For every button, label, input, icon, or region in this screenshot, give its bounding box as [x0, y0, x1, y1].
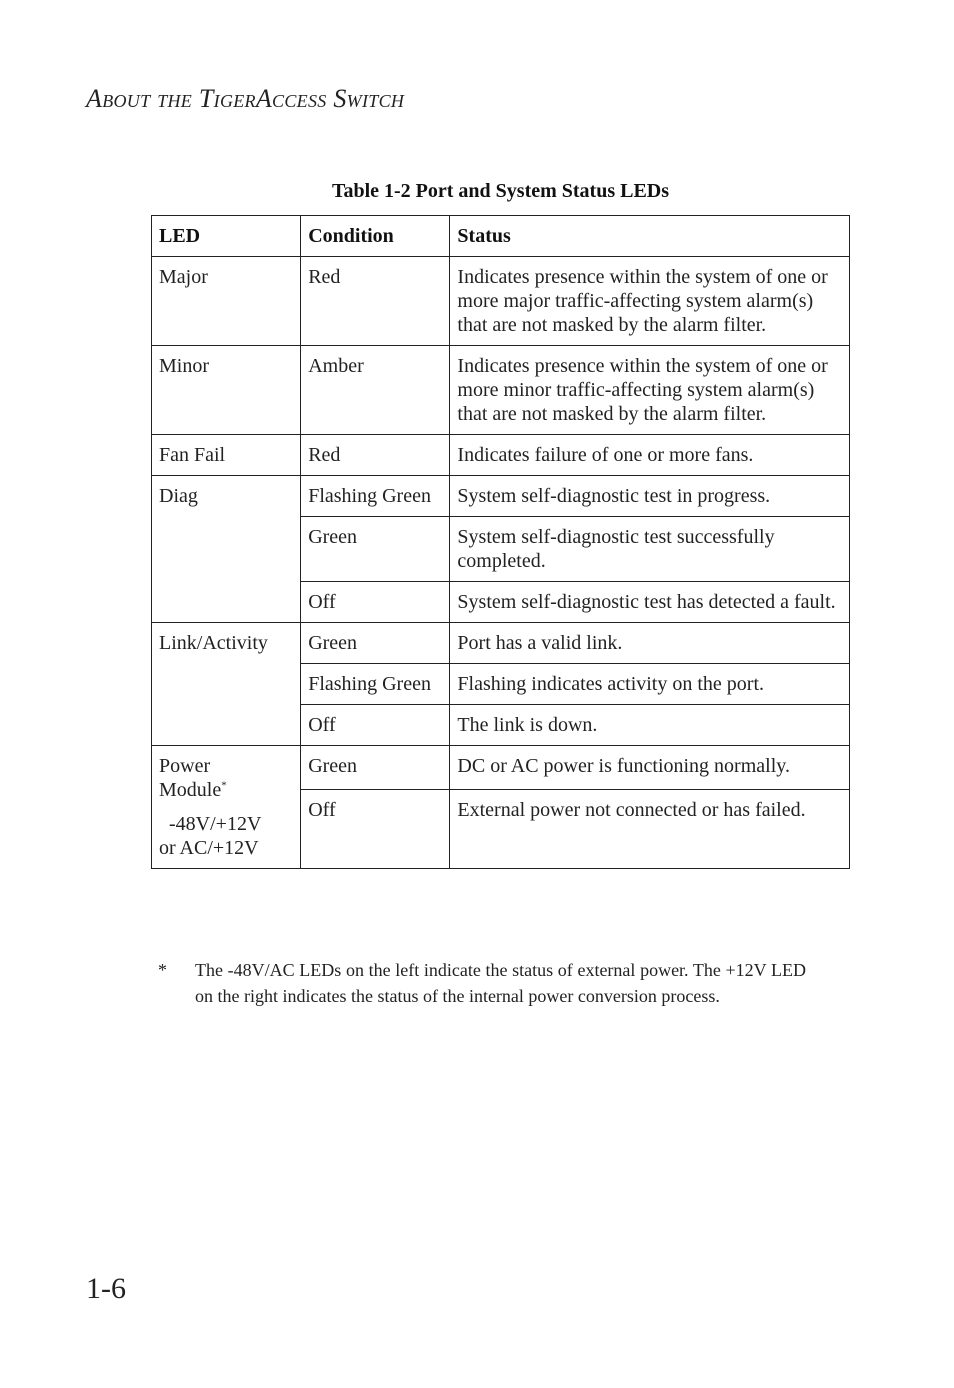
status-cell: Indicates presence within the system of one or more major traffic-affecting system alarm(s) that are not masked by the alarm filter. [450, 257, 850, 346]
condition-cell: Green [301, 517, 450, 582]
led-cell: Diag [152, 476, 301, 623]
led-cell: Link/Activity [152, 623, 301, 746]
status-cell: Port has a valid link. [450, 623, 850, 664]
led-cell: Fan Fail [152, 435, 301, 476]
column-header-status: Status [450, 216, 850, 257]
condition-cell: Flashing Green [301, 476, 450, 517]
power-label: Power [159, 755, 211, 777]
header-part-tiger: Tiger [198, 84, 256, 113]
condition-cell: Flashing Green [301, 664, 450, 705]
column-header-condition: Condition [301, 216, 450, 257]
table-row-link-activity [152, 623, 850, 664]
status-cell: Flashing indicates activity on the port. [450, 664, 850, 705]
table-row-fan-fail [152, 435, 850, 476]
header-part-switch: Switch [333, 84, 405, 113]
condition-cell: Off [301, 705, 450, 746]
footnote-text: The -48V/AC LEDs on the left indicate the status of external power. The +12V LED on the right indicates the status of the internal power conversion process. [195, 960, 806, 1006]
led-status-table [151, 215, 850, 869]
condition-cell: Green [301, 623, 450, 664]
led-cell [152, 746, 301, 869]
led-cell: Minor [152, 346, 301, 435]
table-caption: Table 1-2 Port and System Status LEDs [331, 180, 670, 202]
status-cell: Indicates failure of one or more fans. [450, 435, 850, 476]
footnote-mark: * [158, 960, 167, 980]
status-cell: The link is down. [450, 705, 850, 746]
led-cell: Major [152, 257, 301, 346]
running-header [86, 84, 404, 114]
status-cell: System self-diagnostic test successfully completed. [450, 517, 850, 582]
table-header-row [152, 216, 850, 257]
status-cell: System self-diagnostic test has detected a fault. [450, 582, 850, 623]
module-label: Module [159, 779, 222, 801]
table-row-major [152, 257, 850, 346]
status-cell: System self-diagnostic test in progress. [450, 476, 850, 517]
table-footnote [158, 957, 806, 1009]
status-cell: Indicates presence within the system of one or more minor traffic-affecting system alarm(s) that are not masked by the alarm filter. [450, 346, 850, 435]
condition-cell: Red [301, 257, 450, 346]
table-row-power-module [152, 746, 850, 790]
column-header-led: LED [152, 216, 301, 257]
status-cell: External power not connected or has failed. [450, 790, 850, 869]
table-row-minor [152, 346, 850, 435]
table-row-diag [152, 476, 850, 517]
voltage-note: -48V/+12V or AC/+12V [159, 813, 262, 859]
condition-cell: Green [301, 746, 450, 790]
header-part-access: Access [255, 84, 334, 113]
status-cell: DC or AC power is functioning normally. [450, 746, 850, 790]
footnote-marker: * [221, 779, 227, 792]
condition-cell: Red [301, 435, 450, 476]
page-number: 1-6 [86, 1272, 126, 1305]
condition-cell: Amber [301, 346, 450, 435]
condition-cell: Off [301, 582, 450, 623]
header-part-about: About the [86, 84, 199, 113]
condition-cell: Off [301, 790, 450, 869]
